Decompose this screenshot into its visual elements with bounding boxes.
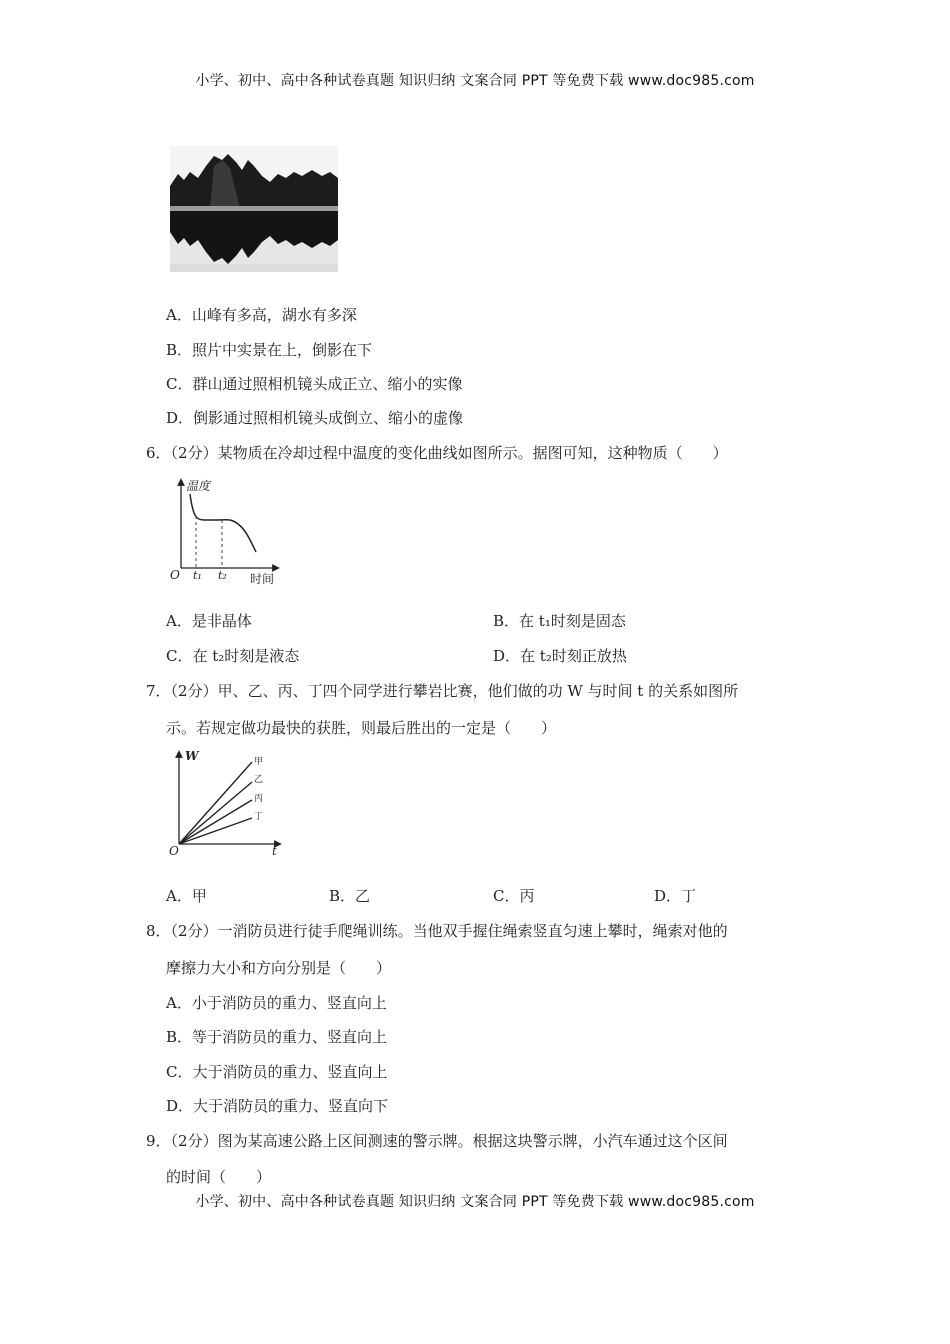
page-footer: 小学、初中、高中各种试卷真题 知识归纳 文案合同 PPT 等免费下载 www.doc985.com xyxy=(195,1194,755,1210)
q6-origin-label: O xyxy=(170,568,180,582)
q8-option-d: D．大于消防员的重力、竖直向下 xyxy=(166,1097,389,1115)
q8-option-b: B．等于消防员的重力、竖直向上 xyxy=(166,1028,388,1046)
q5-option-a: A．山峰有多高，湖水有多深 xyxy=(166,306,357,324)
q6-y-axis-label: 温度 xyxy=(186,479,211,493)
q6-option-c: C．在 t₂时刻是液态 xyxy=(166,647,300,665)
q6-option-a: A．是非晶体 xyxy=(166,612,252,630)
q7-stem-line1: 7．（2分）甲、乙、丙、丁四个同学进行攀岩比赛，他们做的功 W 与时间 t 的关系如图所 xyxy=(146,682,739,700)
q8-option-a: A．小于消防员的重力、竖直向上 xyxy=(166,994,387,1012)
q7-origin-label: O xyxy=(169,844,179,858)
q7-option-a: A．甲 xyxy=(166,887,207,905)
q7-line-label-jia: 甲 xyxy=(254,757,264,767)
q6-t2-label: t₂ xyxy=(218,569,227,582)
q6-option-d: D．在 t₂时刻正放热 xyxy=(493,647,627,665)
q6-stem: 6．（2分）某物质在冷却过程中温度的变化曲线如图所示。据图可知，这种物质（ ） xyxy=(146,444,728,462)
q6-option-b: B．在 t₁时刻是固态 xyxy=(493,612,626,630)
q7-line-label-bing: 丙 xyxy=(254,794,264,804)
q7-line-label-yi: 乙 xyxy=(254,775,264,785)
q7-line-label-ding: 丁 xyxy=(254,812,264,822)
q6-x-axis-label: 时间 xyxy=(250,572,275,586)
q8-stem-line1: 8．（2分）一消防员进行徒手爬绳训练。当他双手握住绳索竖直匀速上攀时，绳索对他的 xyxy=(146,922,728,940)
q7-option-c: C．丙 xyxy=(493,887,535,905)
q9-stem-line2: 的时间（ ） xyxy=(166,1168,272,1186)
q7-y-axis-label: W xyxy=(185,749,199,763)
page-header: 小学、初中、高中各种试卷真题 知识归纳 文案合同 PPT 等免费下载 www.doc985.com xyxy=(195,73,755,89)
q9-stem-line1: 9．（2分）图为某高速公路上区间测速的警示牌。根据这块警示牌，小汽车通过这个区间 xyxy=(146,1132,728,1150)
q8-stem-line2: 摩擦力大小和方向分别是（ ） xyxy=(166,959,392,977)
q5-option-c: C．群山通过照相机镜头成正立、缩小的实像 xyxy=(166,375,463,393)
q8-option-c: C．大于消防员的重力、竖直向上 xyxy=(166,1063,388,1081)
q5-option-b: B．照片中实景在上，倒影在下 xyxy=(166,341,373,359)
q7-option-d: D．丁 xyxy=(654,887,697,905)
q7-work-time-graph xyxy=(168,748,284,860)
q7-option-b: B．乙 xyxy=(329,887,371,905)
q7-x-axis-label: t xyxy=(272,844,277,858)
q7-stem-line2: 示。若规定做功最快的获胜，则最后胜出的一定是（ ） xyxy=(166,719,557,737)
q5-option-d: D．倒影通过照相机镜头成倒立、缩小的虚像 xyxy=(166,409,464,427)
mountain-reflection-photo xyxy=(170,146,338,272)
q6-t1-label: t₁ xyxy=(193,569,202,582)
q6-cooling-curve-graph xyxy=(168,476,284,586)
